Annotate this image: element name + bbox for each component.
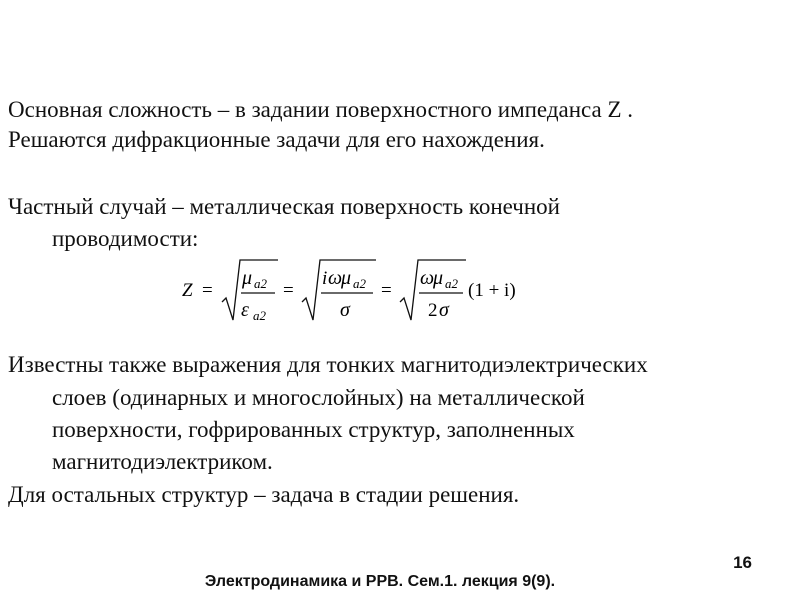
formula-two: 2 — [428, 300, 438, 321]
formula-eq-2: = — [283, 280, 294, 301]
formula-mu-2: μ — [341, 267, 352, 289]
impedance-formula — [178, 258, 538, 326]
formula-mu-3: μ — [433, 267, 444, 289]
formula-sub-4: a2 — [445, 276, 458, 291]
formula-z: Z — [182, 280, 193, 301]
text-line-magnetodielectric: магнитодиэлектриком. — [52, 449, 273, 474]
text-line-impedance: Основная сложность – в задании поверхностного импеданса Z . — [8, 97, 634, 122]
formula-eps: ε — [241, 299, 249, 321]
text-line-conductivity: проводимости: — [52, 226, 199, 251]
formula-sigma-1: σ — [340, 299, 350, 321]
page-number: 16 — [733, 553, 752, 572]
footer-caption: Электродинамика и РРВ. Сем.1. лекция 9(9). — [204, 573, 556, 590]
formula-omega-2: ω — [420, 267, 435, 289]
text-line-other-structures: Для остальных структур – задача в стадии решения. — [8, 482, 520, 507]
formula-sub-2: a2 — [253, 308, 266, 323]
formula-sigma-2: σ — [439, 299, 449, 321]
text-line-surfaces: поверхности, гофрированных структур, заполненных — [52, 417, 575, 442]
formula-sub-3: a2 — [353, 276, 366, 291]
text-line-layers: слоев (одинарных и многослойных) на металлической — [52, 385, 585, 410]
formula-sub-1: a2 — [254, 276, 267, 291]
formula-omega-1: ω — [328, 267, 343, 289]
formula-i-1: i — [322, 268, 328, 289]
text-line-known-expressions: Известны также выражения для тонких магнитодиэлектрических — [8, 352, 648, 377]
text-line-special-case: Частный случай – металлическая поверхность конечной — [8, 194, 560, 219]
formula-eq-3: = — [381, 280, 392, 301]
formula-mu-1: μ — [242, 267, 253, 289]
text-line-diffraction: Решаются дифракционные задачи для его нахождения. — [8, 127, 545, 152]
formula-eq-1: = — [202, 280, 213, 301]
formula-paren: (1 + i) — [468, 280, 516, 301]
